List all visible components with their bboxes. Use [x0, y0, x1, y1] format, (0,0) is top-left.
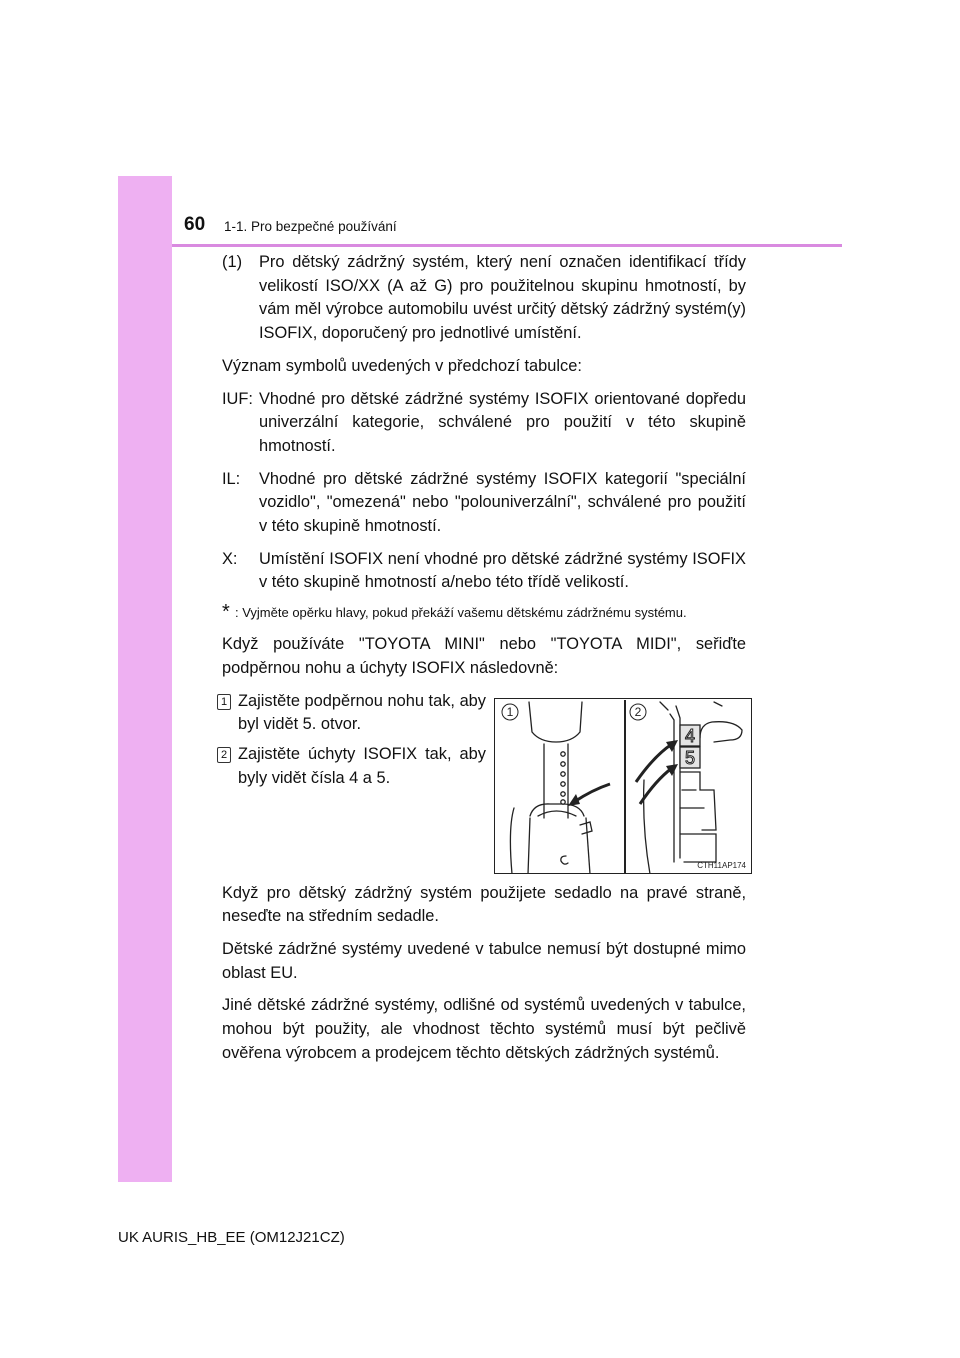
legend-x-text: Umístění ISOFIX není vhodné pro dětské zádržné systémy ISOFIX v této skupině hmotností a/nebo této třídě velikostí.	[259, 549, 746, 592]
figure-callout-2-label: 2	[634, 704, 642, 719]
step-1-number: 1	[217, 694, 231, 710]
adjustment-steps-section	[222, 690, 746, 874]
note-item-1-marker: (1)	[222, 253, 243, 271]
step-1-text: Zajistěte podpěrnou nohu tak, aby byl vidět 5. otvor.	[238, 691, 486, 734]
footnote	[222, 601, 746, 624]
isofix-adjustment-illustration	[494, 698, 752, 874]
step-2-text: Zajistěte úchyty ISOFIX tak, aby byly vidět čísla 4 a 5.	[238, 744, 486, 787]
step-1	[222, 690, 486, 737]
legend-il-marker: IL:	[222, 469, 241, 488]
legend-intro: Význam symbolů uvedených v předchozí tabulce:	[222, 356, 582, 375]
legend-iuf-text: Vhodné pro dětské zádržné systémy ISOFIX orientované dopředu univerzální kategorie, schválené pro použití v této skupině hmotností.	[259, 389, 746, 455]
legend-iuf	[222, 388, 746, 459]
figure-code: CTH11AP174	[697, 860, 746, 870]
note-item-1-text: Pro dětský zádržný systém, který není označen identifikací třídy velikostí ISO/XX (A až G) pro použitelnou skupinu hmotností, by vám měl výrobce automobilu uvést určitý dětský zádržný systém(y) ISOFIX, doporučený pro jednotlivé umístění.	[259, 253, 746, 343]
section-title: 1-1. Pro bezpečné používání	[224, 219, 397, 234]
digit-4-label: 4	[684, 725, 696, 746]
header-rule	[172, 244, 842, 247]
note-item-1	[222, 251, 746, 346]
chapter-tab-sidebar	[118, 176, 172, 1182]
steps-list	[222, 690, 486, 797]
step-2	[222, 743, 486, 790]
isofix-digit-tags	[680, 725, 700, 768]
toyota-intro: Když používáte "TOYOTA MINI" nebo "TOYOTA MIDI", seřiďte podpěrnou nohu a úchyty ISOFIX následovně:	[222, 635, 746, 677]
para-right-seat: Když pro dětský zádržný systém použijete sedadlo na pravé straně, neseďte na středním sedadle.	[222, 883, 746, 926]
legend-x-marker: X:	[222, 549, 238, 568]
footer-model-code: UK AURIS_HB_EE (OM12J21CZ)	[118, 1229, 345, 1246]
para-eu-availability: Dětské zádržné systémy uvedené v tabulce nemusí být dostupné mimo oblast EU.	[222, 939, 746, 982]
page-body	[222, 251, 746, 1074]
page-number: 60	[184, 214, 206, 235]
step-2-number: 2	[217, 747, 231, 763]
digit-5-label: 5	[684, 747, 696, 768]
legend-il	[222, 468, 746, 539]
legend-il-text: Vhodné pro dětské zádržné systémy ISOFIX kategorií "speciální vozidlo", "omezená" nebo "polouniverzální", schválené pro použití v této skupině hmotností.	[259, 469, 746, 536]
figure-callout-1-label: 1	[506, 704, 514, 719]
footnote-text: : Vyjměte opěrku hlavy, pokud překáží vašemu dětskému zádržnému systému.	[235, 605, 687, 621]
legend-iuf-marker: IUF:	[222, 389, 253, 408]
legend-x	[222, 548, 746, 595]
para-other-systems: Jiné dětské zádržné systémy, odlišné od systémů uvedených v tabulce, mohou být použity, ale vhodnost těchto systémů musí být pečlivě ověřena výrobcem a prodejcem těchto dětských zádržných systémů.	[222, 996, 746, 1062]
footnote-asterisk: *	[222, 601, 230, 624]
